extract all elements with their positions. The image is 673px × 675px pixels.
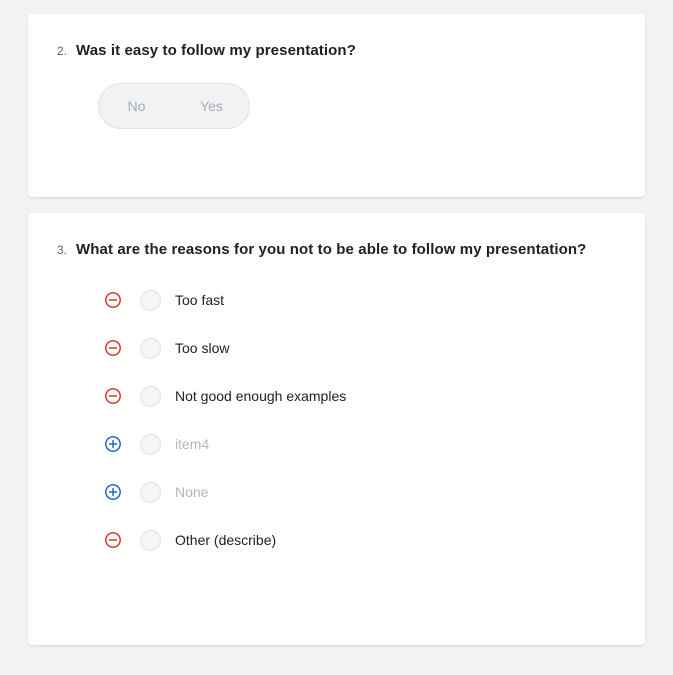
radio-button[interactable]: [140, 338, 161, 359]
question-card-2: [28, 14, 645, 197]
yes-no-toggle[interactable]: [98, 83, 250, 129]
option-label: item4: [175, 436, 210, 452]
question-number: 2.: [57, 44, 68, 58]
radio-button[interactable]: [140, 482, 161, 503]
remove-circle-icon[interactable]: [104, 531, 122, 549]
option-label: Too fast: [175, 292, 225, 308]
question-title: Was it easy to follow my presentation?: [76, 42, 356, 59]
question-number: 3.: [57, 243, 68, 257]
add-circle-icon[interactable]: [104, 483, 122, 501]
add-circle-icon[interactable]: [104, 435, 122, 453]
option-list: [54, 276, 619, 564]
option-label: Not good enough examples: [175, 388, 347, 404]
toggle-option-no[interactable]: No: [127, 98, 146, 114]
option-label: Too slow: [175, 340, 230, 356]
list-item: [104, 420, 619, 468]
radio-button[interactable]: [140, 290, 161, 311]
question-card-3: [28, 213, 645, 645]
remove-circle-icon[interactable]: [104, 387, 122, 405]
list-item: [104, 516, 619, 564]
radio-button[interactable]: [140, 434, 161, 455]
toggle-wrapper: [54, 83, 619, 129]
question-header: [54, 42, 619, 59]
question-title: What are the reasons for you not to be able to follow my presentation?: [76, 241, 587, 258]
radio-button[interactable]: [140, 386, 161, 407]
remove-circle-icon[interactable]: [104, 339, 122, 357]
option-label: None: [175, 484, 209, 500]
list-item: [104, 468, 619, 516]
list-item: [104, 372, 619, 420]
list-item: [104, 276, 619, 324]
question-header: [54, 241, 619, 258]
option-label: Other (describe): [175, 532, 277, 548]
remove-circle-icon[interactable]: [104, 291, 122, 309]
radio-button[interactable]: [140, 530, 161, 551]
toggle-option-yes[interactable]: Yes: [200, 98, 223, 114]
list-item: [104, 324, 619, 372]
